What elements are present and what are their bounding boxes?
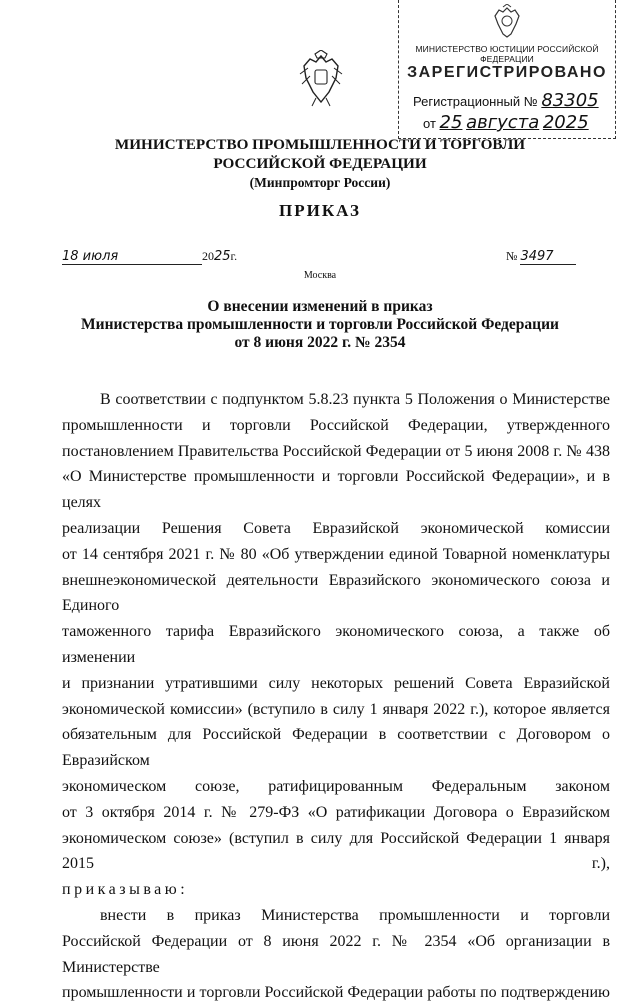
body-line: таможенного тарифа Евразийского экономического союза, а также об изменении bbox=[62, 623, 610, 666]
body-line: экономической комиссии» (вступило в силу 1 января 2022 г.), которое является bbox=[62, 700, 610, 718]
body-line: экономическом союзе, ратифицированным Федеральным законом bbox=[62, 777, 610, 795]
stamp-date-month: августа bbox=[466, 112, 540, 133]
registration-stamp bbox=[398, 0, 616, 139]
ministry-short-name: (Минпромторг России) bbox=[249, 175, 391, 190]
body-line: Российской Федерации от 8 июня 2022 г. № 2354 «Об организации в Министерстве bbox=[62, 932, 610, 976]
body-line: и признании утратившими силу некоторых решений Совета Евразийской bbox=[62, 674, 610, 692]
order-date-handwritten: 18 июля bbox=[62, 249, 119, 264]
emblem-icon bbox=[489, 4, 525, 40]
body-line: промышленности и торговли Российской Федерации, утвержденного bbox=[62, 416, 610, 434]
body-line: от 14 сентября 2021 г. № 80 «Об утверждении единой Товарной номенклатуры bbox=[62, 545, 610, 563]
title-line3: от 8 июня 2022 г. № 2354 bbox=[234, 334, 406, 351]
order-number bbox=[506, 249, 576, 265]
title-line2: Министерства промышленности и торговли Российской Федерации bbox=[81, 316, 559, 333]
stamp-registered: ЗАРЕГИСТРИРОВАНО bbox=[407, 64, 607, 81]
body-line: экономическом союзе» (вступил в силу для Российской Федерации 1 января 2015 г.), bbox=[62, 829, 610, 873]
body-line: В соответствии с подпунктом 5.8.23 пункта 5 Положения о Министерстве bbox=[100, 391, 610, 408]
order-year-suffix: г. bbox=[230, 249, 238, 263]
order-year-handwritten: 25 bbox=[214, 249, 231, 264]
order-number-handwritten: 3497 bbox=[520, 249, 554, 264]
body-line: реализации Решения Совета Евразийской экономической комиссии bbox=[62, 519, 610, 537]
stamp-date-prefix: от bbox=[423, 116, 436, 131]
title-line1: О внесении изменений в приказ bbox=[207, 298, 433, 315]
stamp-reg-number: 83305 bbox=[541, 90, 599, 111]
coat-of-arms-icon bbox=[296, 50, 346, 108]
body-line: постановлением Правительства Российской Федерации от 5 июня 2008 г. № 438 bbox=[62, 442, 610, 460]
order-body bbox=[62, 387, 610, 1006]
stamp-reg-label: Регистрационный № bbox=[413, 94, 538, 109]
ministry-name-line1: МИНИСТЕРСТВО ПРОМЫШЛЕННОСТИ И ТОРГОВЛИ bbox=[114, 136, 526, 153]
city: Москва bbox=[303, 270, 337, 281]
order-year-prefix: 20 bbox=[202, 249, 214, 263]
body-line: «О Министерстве промышленности и торговли Российской Федерации», и в целях bbox=[62, 468, 610, 512]
body-line: промышленности и торговли Российской Федерации работы по подтверждению bbox=[62, 984, 610, 1002]
order-date bbox=[62, 249, 237, 265]
body-line: обязательным для Российской Федерации в соответствии с Договором о Евразийском bbox=[62, 726, 610, 770]
ministry-name-line2: РОССИЙСКОЙ ФЕДЕРАЦИИ bbox=[213, 155, 427, 172]
body-line: внешнеэкономической деятельности Евразийского экономического союза и Единого bbox=[62, 571, 610, 615]
order-word: приказываю: bbox=[62, 881, 189, 899]
stamp-date-year: 2025 bbox=[542, 112, 589, 133]
stamp-date-line bbox=[423, 112, 639, 133]
stamp-ministry: МИНИСТЕРСТВО ЮСТИЦИИ РОССИЙСКОЙ ФЕДЕРАЦИИ bbox=[415, 44, 599, 64]
body-line: от 3 октября 2014 г. № 279-ФЗ «О ратификации Договора о Евразийском bbox=[62, 803, 610, 821]
body-line: внести в приказ Министерства промышленности и торговли bbox=[100, 906, 610, 924]
stamp-date-day: 25 bbox=[439, 112, 463, 133]
stamp-reg-line bbox=[413, 90, 629, 111]
order-number-label: № bbox=[506, 249, 518, 263]
doc-type: ПРИКАЗ bbox=[279, 201, 361, 220]
